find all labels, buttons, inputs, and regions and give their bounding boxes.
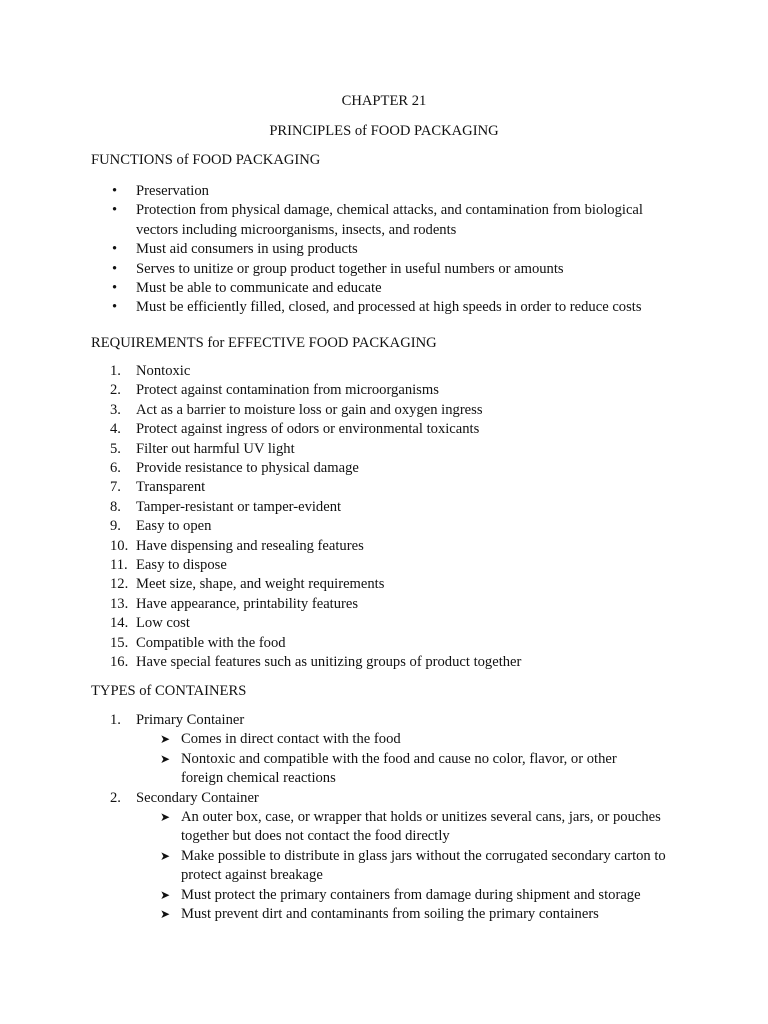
list-item: 9. Easy to open (110, 518, 212, 535)
list-item: ➤ An outer box, case, or wrapper that holds or unitizes several cans, jars, or pouches together but does not contact the food directly (160, 809, 661, 845)
list-item: • Protection from physical damage, chemical attacks, and contamination from biological vectors including microorganisms, insects, and rodents (112, 202, 643, 238)
list-item: ➤ Nontoxic and compatible with the food and cause no color, flavor, or other foreign chemical reactions (160, 750, 617, 787)
arrow-bullet-icon: ➤ (160, 848, 171, 863)
bullet-icon: • (112, 241, 118, 258)
list-item: 3. Act as a barrier to moisture loss or gain and oxygen ingress (110, 401, 483, 418)
arrow-bullet-icon: ➤ (160, 810, 171, 825)
container-type-primary: 1. Primary Container ➤ Comes in direct contact with the food ➤ Nontoxic and compatible with the food and cause no color, flavor, or other foreign chemical reactions (0, 711, 736, 789)
bullet-icon: • (112, 280, 118, 297)
chapter-label: CHAPTER 21 (341, 93, 427, 109)
requirements-heading: REQUIREMENTS for EFFECTIVE FOOD PACKAGING (91, 335, 437, 351)
container-type-secondary: 2. Secondary Container ➤ An outer box, case, or wrapper that holds or unitizes several cans, jars, or pouches together but does not contact the food directly ➤ Make possible to distribute in glass jars without the corrugated secondary carton to protect against breakage ➤ Must protect the primary containers from damage during shipment and storage ➤ Must prevent dirt and contaminants from soiling the primary containers (0, 789, 736, 925)
arrow-bullet-icon: ➤ (160, 732, 171, 747)
list-item: 13. Have appearance, printability features (110, 595, 359, 612)
bullet-icon: • (112, 183, 118, 199)
arrow-bullet-icon: ➤ (160, 907, 171, 922)
list-item: 15. Compatible with the food (110, 634, 286, 651)
containers-list (0, 711, 736, 924)
list-item: ➤ Comes in direct contact with the food (136, 730, 651, 749)
list-item: • Serves to unitize or group product together in useful numbers or amounts (0, 260, 696, 279)
list-item: ➤ Must prevent dirt and contaminants from soiling the primary containers (136, 905, 691, 924)
container-name: Primary Container (136, 712, 245, 728)
list-item: 11. Easy to dispose (110, 557, 227, 574)
list-item: • Must be able to communicate and educate (0, 279, 696, 298)
bullet-icon: • (112, 202, 118, 219)
bullet-icon: • (112, 260, 118, 277)
list-item: 2. Protect against contamination from microorganisms (110, 382, 439, 399)
list-item: 1. Nontoxic (110, 363, 191, 379)
list-item: ➤ Must protect the primary containers from damage during shipment and storage (136, 886, 691, 905)
list-item: ➤ Make possible to distribute in glass jars without the corrugated secondary carton to protect against breakage (160, 847, 666, 884)
list-item: 4. Protect against ingress of odors or environmental toxicants (110, 421, 480, 438)
secondary-points (136, 808, 736, 924)
container-name: Secondary Container (136, 789, 259, 806)
bullet-icon: • (112, 299, 118, 316)
functions-list (0, 182, 716, 318)
arrow-bullet-icon: ➤ (160, 751, 171, 766)
list-item: 5. Filter out harmful UV light (110, 440, 295, 457)
functions-heading: FUNCTIONS of FOOD PACKAGING (91, 152, 321, 168)
list-item: 7. Transparent (110, 479, 206, 496)
list-item: • Must aid consumers in using products (0, 240, 696, 259)
list-item: 6. Provide resistance to physical damage (110, 460, 359, 477)
document-title: PRINCIPLES of FOOD PACKAGING (269, 123, 499, 139)
list-item: 12. Meet size, shape, and weight requirements (110, 576, 385, 593)
arrow-bullet-icon: ➤ (160, 887, 171, 902)
primary-points (136, 730, 736, 788)
list-item: 10. Have dispensing and resealing features (110, 537, 364, 554)
containers-heading: TYPES of CONTAINERS (91, 683, 247, 699)
list-item: 16. Have special features such as unitizing groups of product together (110, 654, 522, 671)
requirements-list (0, 362, 696, 673)
list-item: • Must be efficiently filled, closed, and processed at high speeds in order to reduce costs (0, 298, 716, 317)
list-item: 8. Tamper-resistant or tamper-evident (110, 498, 342, 515)
list-item: 14. Low cost (110, 615, 190, 632)
list-item: • Preservation (0, 182, 696, 201)
